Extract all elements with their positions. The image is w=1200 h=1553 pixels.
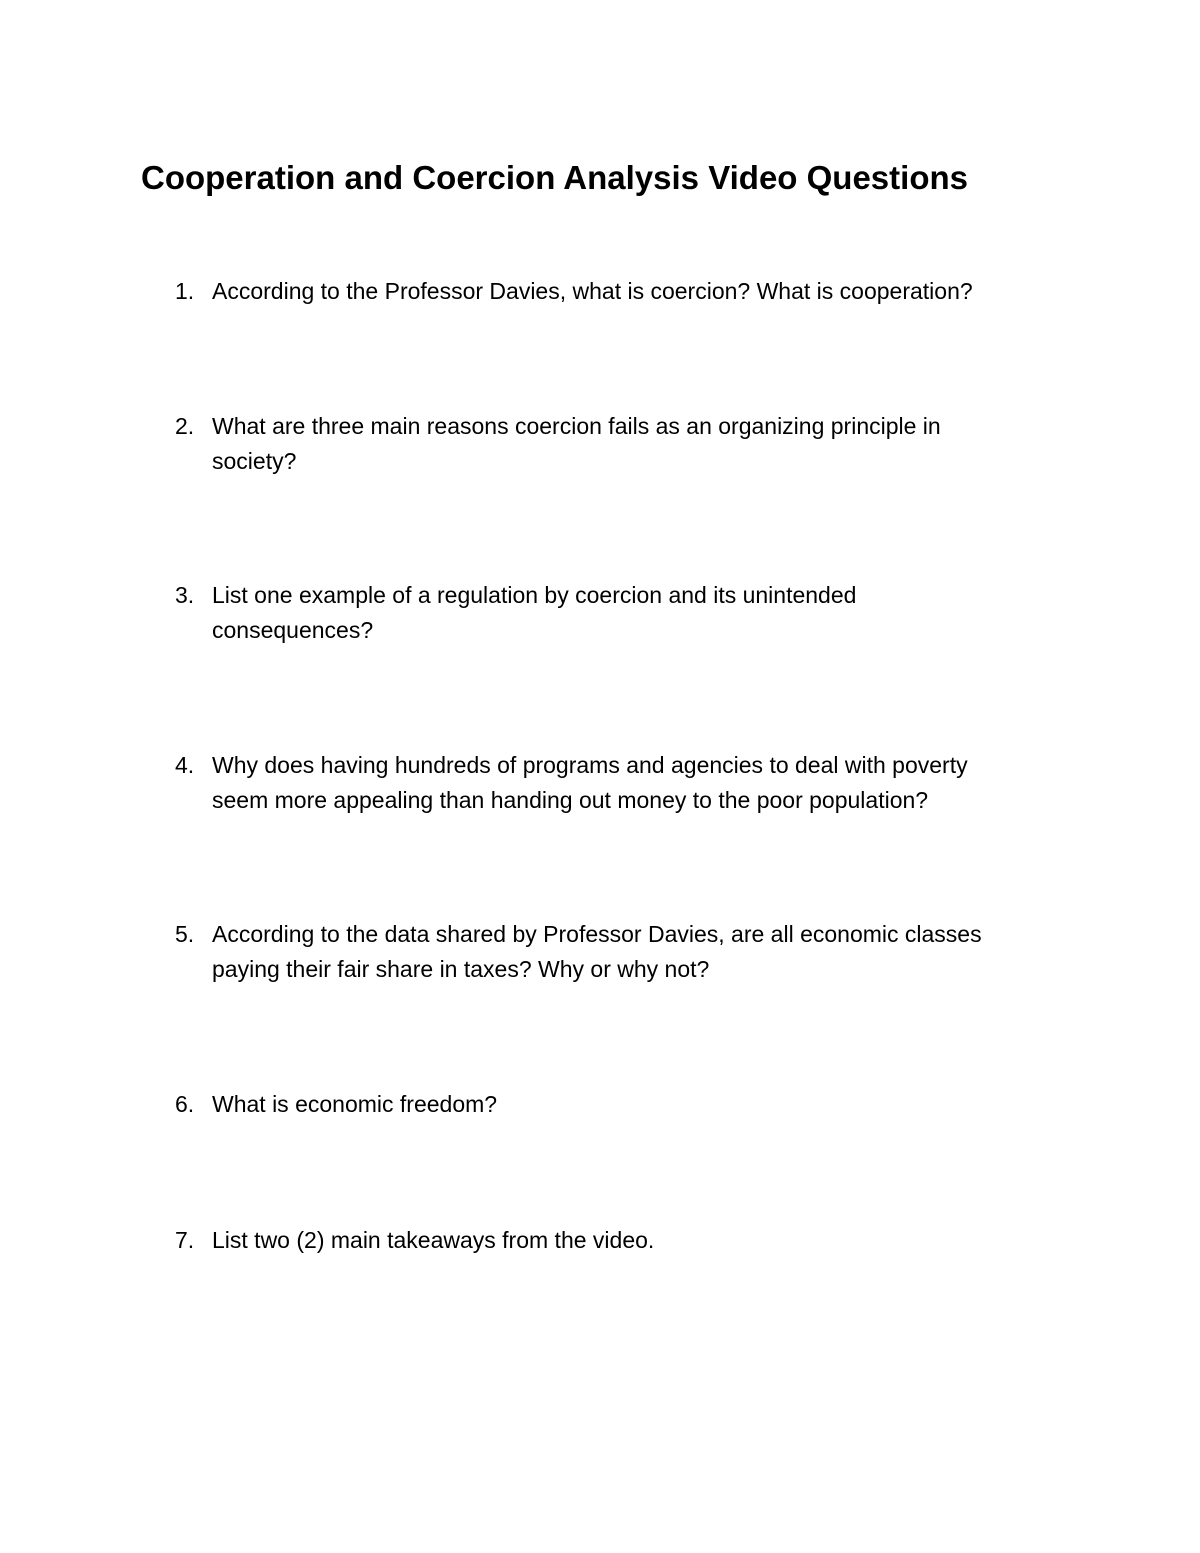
question-number: 5. [175,921,195,947]
document-title: Cooperation and Coercion Analysis Video Questions [141,159,968,196]
question-text: What is economic freedom? [212,1091,498,1117]
question-item [175,274,1055,309]
question-number: 7. [175,1227,195,1253]
question-text: What are three main reasons coercion fails as an organizing principle in society? [212,413,941,474]
question-item [175,1087,1055,1122]
question-number: 2. [175,413,195,439]
question-item [175,578,1055,648]
question-number: 3. [175,582,195,608]
question-number: 4. [175,752,195,778]
question-item [175,748,1055,818]
question-item [175,409,1055,479]
question-number: 1. [175,278,195,304]
question-text: According to the Professor Davies, what is coercion? What is cooperation? [212,278,973,304]
question-text: List one example of a regulation by coercion and its unintended consequences? [212,582,857,643]
question-text: Why does having hundreds of programs and agencies to deal with poverty seem more appealing than handing out money to the poor population? [212,752,968,813]
question-text: According to the data shared by Professor Davies, are all economic classes paying their fair share in taxes? Why or why not? [212,921,982,982]
question-text: List two (2) main takeaways from the video. [212,1227,655,1253]
question-item [175,917,1055,987]
question-item [175,1223,1055,1258]
question-number: 6. [175,1091,195,1117]
